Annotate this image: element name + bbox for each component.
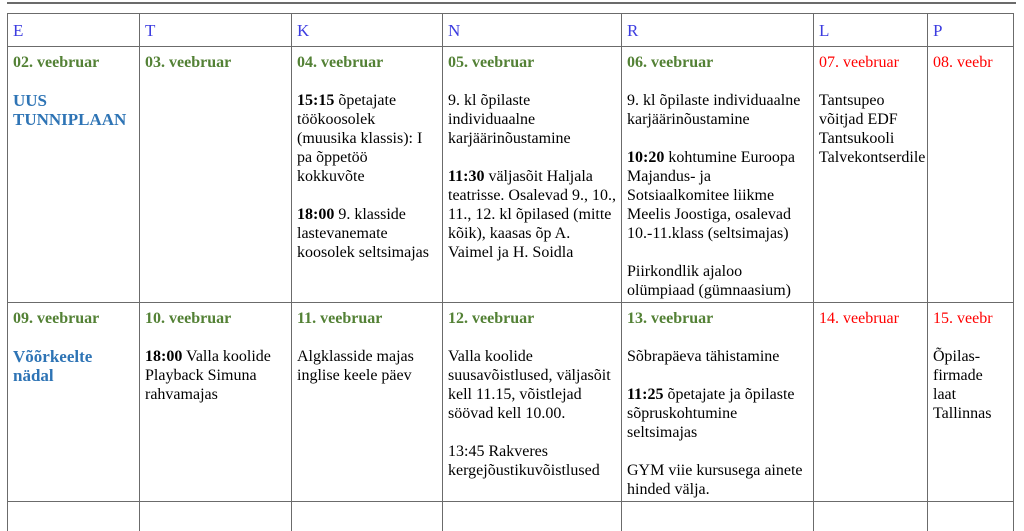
date-label: 14. veebruar	[819, 310, 899, 327]
top-rule	[7, 2, 1016, 4]
note-label: Võõrkeelte nädal	[13, 347, 93, 385]
date-label: 12. veebruar	[448, 310, 535, 327]
event-text: Tantsupeo võitjad EDF Tantsukooli Talvekontserdile	[819, 92, 926, 166]
event-text: Algklasside majas inglise keele päev	[297, 348, 414, 384]
day-cell-r2-P	[928, 303, 1014, 502]
calendar-body	[8, 47, 1014, 531]
day-header-L: L	[814, 14, 928, 47]
day-cell-r2-R	[622, 303, 814, 502]
event-text: 10:20 kohtumine Euroopa Majandus- ja Sotsiaalkomitee liikme Meelis Joostiga, osalevad 10.-11.klass (seltsimajas)	[627, 149, 795, 242]
day-header-N: N	[443, 14, 622, 47]
event-time: 11:30	[448, 168, 485, 185]
day-cell-r1-R	[622, 47, 814, 303]
day-cell-r1-N	[443, 47, 622, 303]
day-cell-r3-P	[928, 502, 1014, 531]
empty-row	[8, 502, 1014, 531]
event-time: 11:25	[627, 386, 664, 403]
date-label: 09. veebruar	[13, 310, 100, 327]
date-label: 07. veebruar	[819, 54, 899, 71]
day-header-T: T	[140, 14, 292, 47]
day-cell-r2-E	[8, 303, 140, 502]
date-label: 10. veebruar	[145, 310, 232, 327]
date-label: 05. veebruar	[448, 54, 535, 71]
event-text: 15:15 õpetajate töökoosolek (muusika klassis): I pa õppetöö kokkuvõte	[297, 92, 423, 185]
week-row-1	[8, 47, 1014, 303]
event-time: 18:00	[145, 348, 183, 365]
event-text: 9. kl õpilaste individuaalne karjäärinõustamine	[448, 92, 571, 147]
day-header-R: R	[622, 14, 814, 47]
calendar-head	[8, 14, 1014, 47]
event-text: Sõbrapäeva tähistamine	[627, 348, 780, 365]
date-label: 15. veebr	[933, 310, 993, 327]
event-text: 18:00 9. klasside lastevanemate koosolek seltsimajas	[297, 206, 429, 261]
event-text: Piirkondlik ajaloo olümpiaad (gümnaasium)	[627, 263, 791, 299]
day-cell-r3-R	[622, 502, 814, 531]
day-cell-r3-K	[292, 502, 443, 531]
note-label: UUS TUNNIPLAAN	[13, 91, 127, 129]
event-text: 11:30 väljasõit Haljala teatrisse. Osalevad 9., 10., 11., 12. kl õpilased (mitte kõik), kaasas õp A. Vaimel ja H. Soidla	[448, 168, 616, 261]
calendar-table	[7, 13, 1014, 531]
event-text: 9. kl õpilaste individuaalne karjäärinõustamine	[627, 92, 801, 128]
event-time: 15:15	[297, 92, 335, 109]
date-label: 11. veebruar	[297, 310, 383, 327]
day-cell-r2-T	[140, 303, 292, 502]
event-time: 18:00	[297, 206, 335, 223]
date-label: 08. veebr	[933, 54, 993, 71]
event-time: 10:20	[627, 149, 665, 166]
day-header-row	[8, 14, 1014, 47]
date-label: 04. veebruar	[297, 54, 384, 71]
day-header-P: P	[928, 14, 1014, 47]
event-text: Valla koolide suusavõistlused, väljasõit kell 11.15, võistlejad söövad kell 10.00.	[448, 348, 611, 422]
day-cell-r1-E	[8, 47, 140, 303]
day-cell-r1-T	[140, 47, 292, 303]
week-row-2	[8, 303, 1014, 502]
day-cell-r3-N	[443, 502, 622, 531]
event-text: 18:00 Valla koolide Playback Simuna rahvamajas	[145, 348, 271, 403]
day-cell-r3-T	[140, 502, 292, 531]
date-label: 06. veebruar	[627, 54, 714, 71]
day-cell-r3-E	[8, 502, 140, 531]
event-text: 13:45 Rakveres kergejõustikuvõistlused	[448, 443, 600, 479]
date-label: 03. veebruar	[145, 54, 232, 71]
date-label: 13. veebruar	[627, 310, 714, 327]
day-header-E: E	[8, 14, 140, 47]
day-cell-r2-K	[292, 303, 443, 502]
day-header-K: K	[292, 14, 443, 47]
day-cell-r3-L	[814, 502, 928, 531]
day-cell-r1-K	[292, 47, 443, 303]
event-text: Õpilas-firmade laat Tallinnas	[933, 348, 992, 422]
day-cell-r1-L	[814, 47, 928, 303]
day-cell-r1-P	[928, 47, 1014, 303]
event-text: 11:25 õpetajate ja õpilaste sõpruskohtumine seltsimajas	[627, 386, 795, 441]
date-label: 02. veebruar	[13, 54, 100, 71]
day-cell-r2-L	[814, 303, 928, 502]
event-text: GYM viie kursusega ainete hinded välja.	[627, 462, 803, 498]
day-cell-r2-N	[443, 303, 622, 502]
